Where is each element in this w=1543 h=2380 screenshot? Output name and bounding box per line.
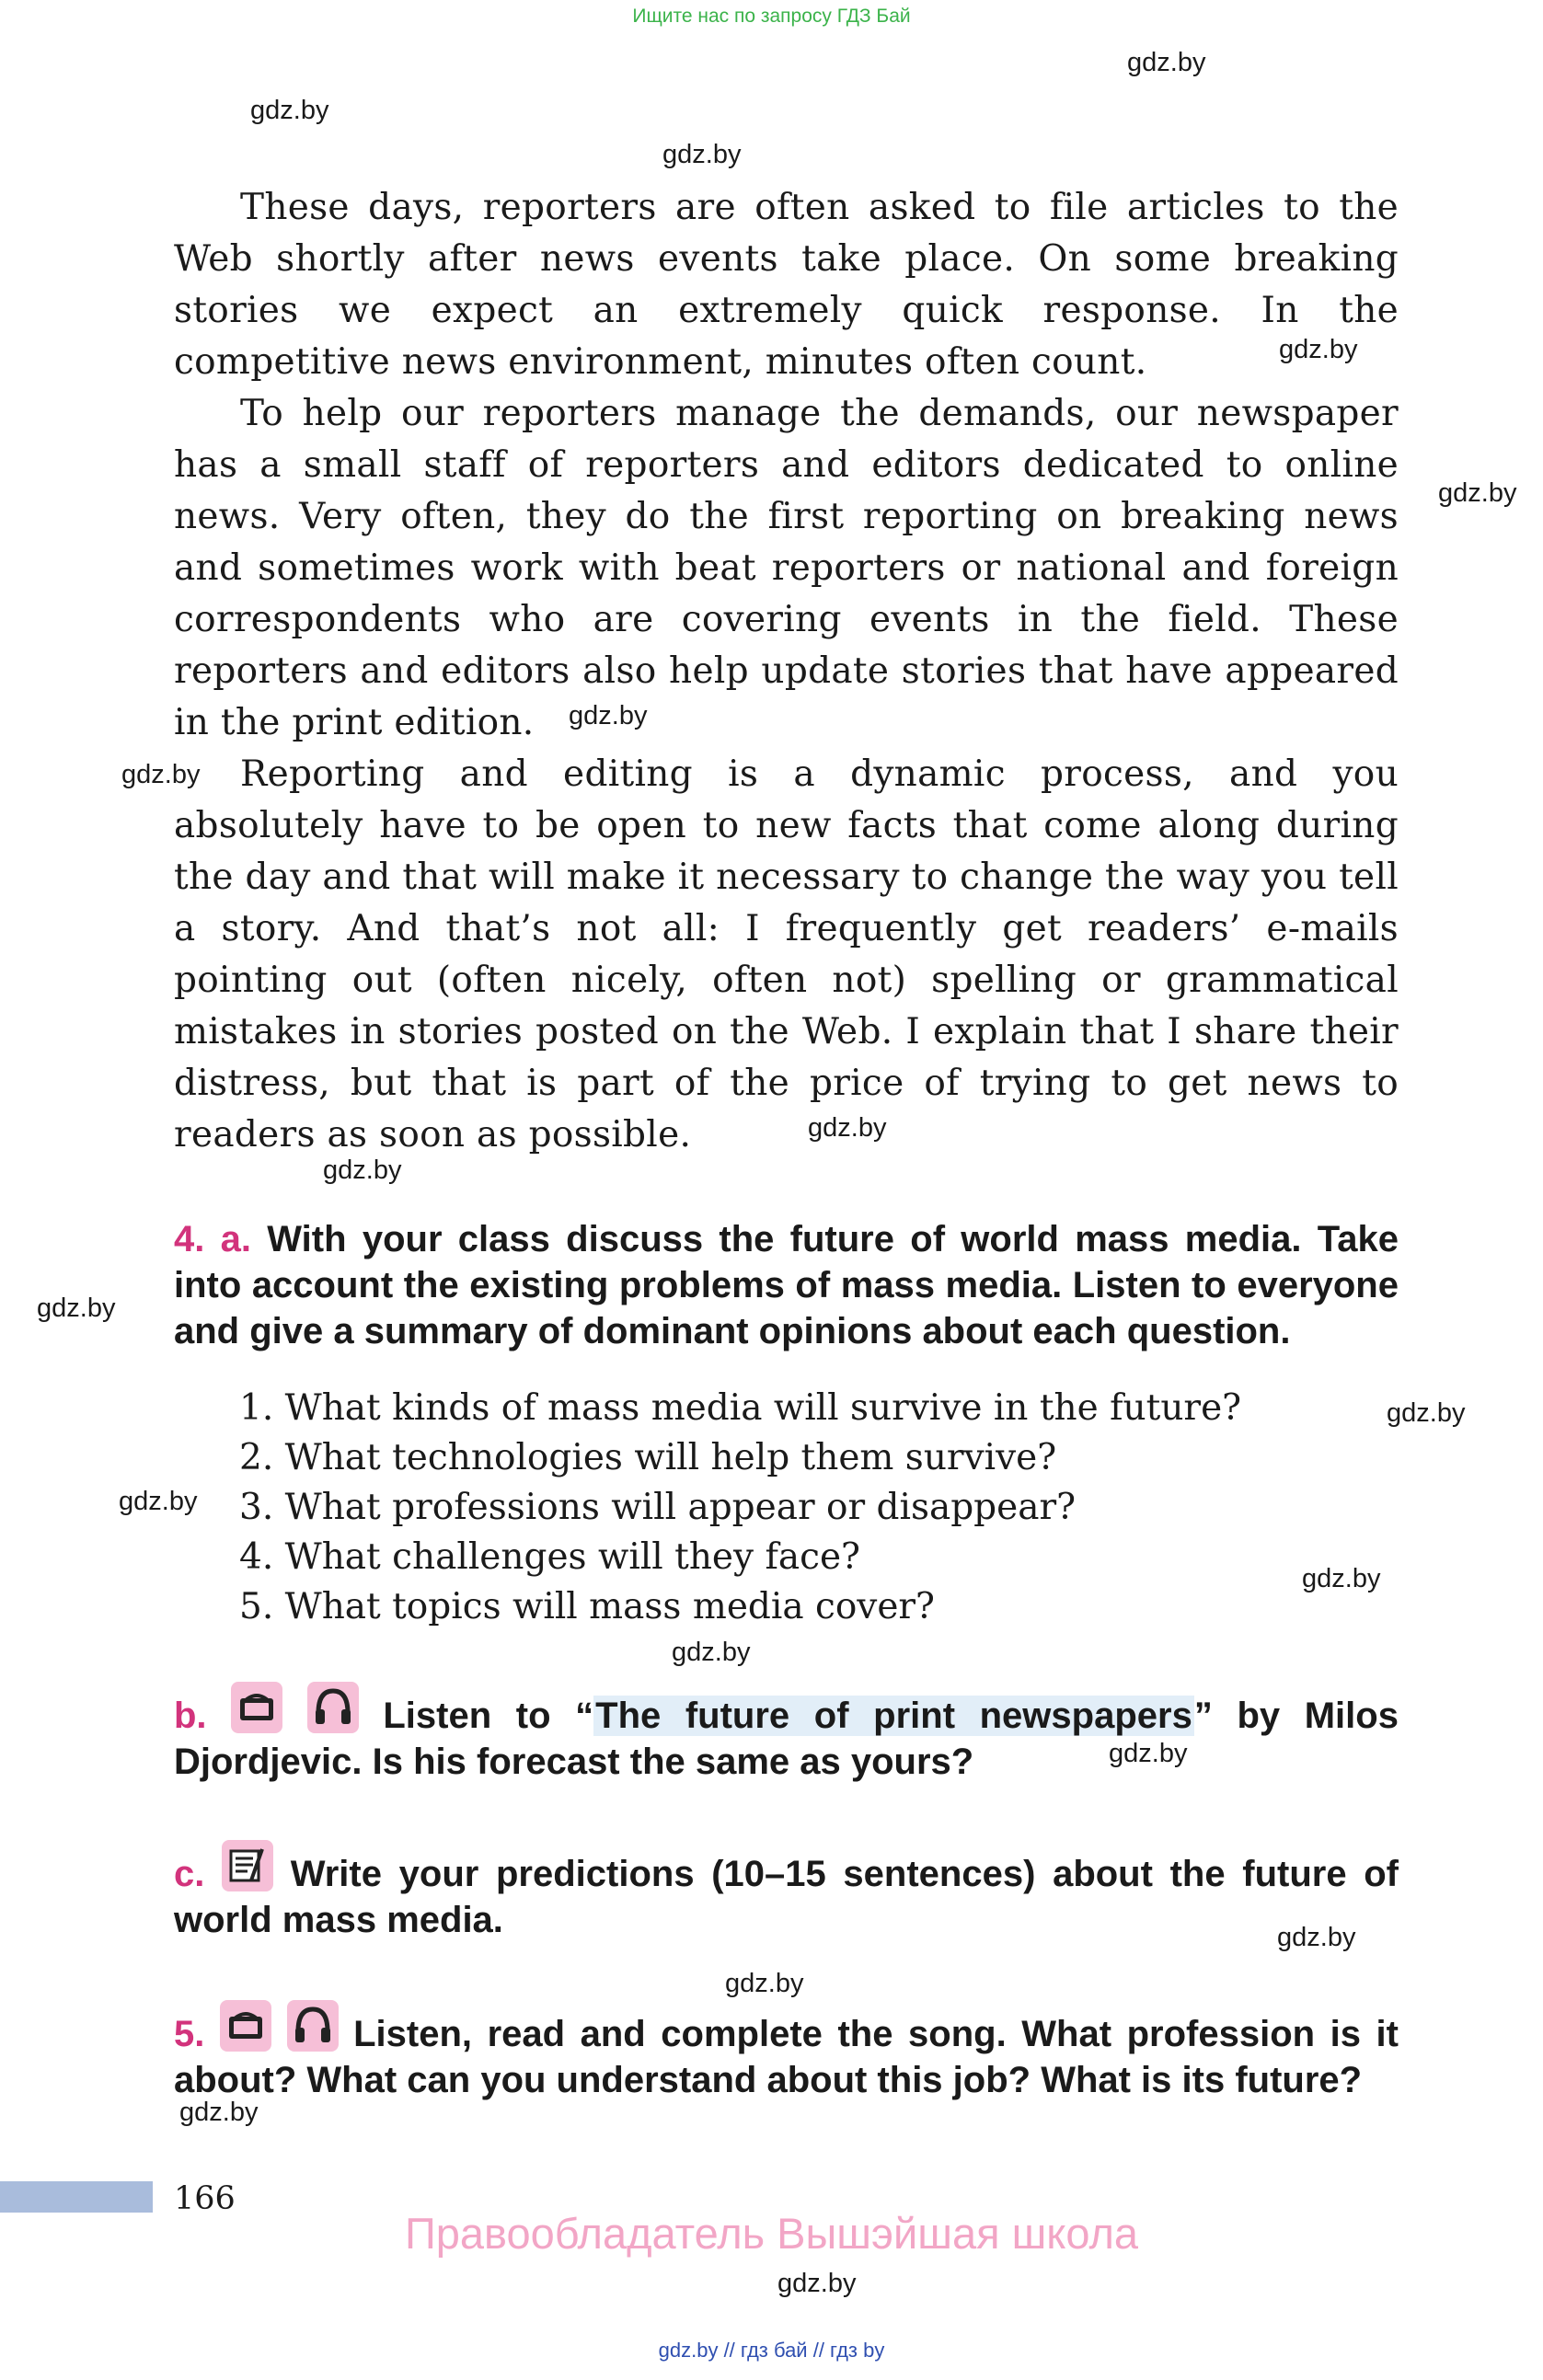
watermark: gdz.by [1109,1739,1188,1768]
watermark: gdz.by [569,701,648,730]
watermark: gdz.by [808,1113,887,1143]
computer-audio-icon [231,1682,282,1733]
watermark: gdz.by [1387,1398,1466,1428]
watermark: gdz.by [1438,478,1517,508]
watermark: gdz.by [662,140,742,169]
task-letter: c. [174,1854,205,1894]
top-banner: Ищите нас по запросу ГДЗ Бай [632,6,911,27]
watermark: gdz.by [672,1638,751,1667]
page-number: 166 [174,2180,236,2217]
list-item: 4. What challenges will they face? [239,1536,860,1578]
question-list [239,1384,1380,1632]
writing-icon [222,1840,273,1891]
task-letter: a. [220,1219,251,1259]
reading-text [174,182,1399,1161]
task-4b [174,1682,1399,1785]
watermark: gdz.by [1279,335,1358,364]
task-number: 5. [174,2014,205,2054]
highlighted-title: The future of print newspapers [595,1696,1192,1736]
watermark: gdz.by [250,96,329,125]
watermark: gdz.by [37,1293,116,1323]
list-item: 3. What professions will appear or disappear? [239,1487,1077,1528]
task-4c [174,1840,1399,1943]
watermark: gdz.by [1277,1923,1356,1952]
watermark: gdz.by [777,2269,857,2298]
watermark: gdz.by [1127,48,1206,77]
task-text-before: Listen to “ [383,1696,594,1736]
task-number: 4. [174,1219,205,1259]
computer-audio-icon [220,2000,271,2052]
list-item: 1. What kinds of mass media will survive in the future? [239,1387,1242,1429]
task-instruction: Write your predictions (10–15 sentences) about the future of world mass media. [174,1854,1399,1940]
paragraph: To help our reporters manage the demands, our newspaper has a small staff of reporters and editors dedicated to online news. Very often, they do the first reporting on breaking news and sometimes work with beat reporters or national and foreign correspondents who are covering events in the field. These reporters and editors also help update stories that have appeared in the print edition. [174,393,1399,743]
list-item: 5. What topics will mass media cover? [239,1586,935,1627]
headphones-icon [287,2000,339,2052]
watermark: gdz.by [121,760,201,789]
copyright-notice: Правообладатель Вышэйшая школа [404,2209,1139,2258]
watermark: gdz.by [119,1487,198,1516]
watermark: gdz.by [179,2098,259,2127]
task-text-after: ” by Milos Djordjevic. Is his forecast the same as yours? [174,1696,1399,1782]
list-item: 2. What technologies will help them survive? [239,1437,1057,1478]
task-4a [174,1216,1399,1354]
footer-links[interactable]: gdz.by // гдз бай // гдз by [658,2339,885,2362]
watermark: gdz.by [725,1969,804,1998]
task-5 [174,2000,1399,2103]
task-instruction: With your class discuss the future of world mass media. Take into account the existing problems of mass media. Listen to everyone and give a summary of dominant opinions about each question. [174,1219,1399,1351]
task-instruction: Listen, read and complete the song. What profession is it about? What can you understand about this job? What is its future? [174,2014,1399,2100]
headphones-icon [307,1682,359,1733]
task-letter: b. [174,1696,207,1736]
paragraph: These days, reporters are often asked to file articles to the Web shortly after news events take place. On some breaking stories we expect an extremely quick response. In the competitive news environment, minutes often count. [174,187,1399,383]
watermark: gdz.by [323,1156,402,1185]
watermark: gdz.by [1302,1564,1381,1593]
paragraph: Reporting and editing is a dynamic process, and you absolutely have to be open to new facts that come along during the day and that will make it necessary to change the way you tell a story. And that’s not all: I frequently get readers’ e-mails pointing out (often nicely, often not) spelling or grammatical mistakes in stories posted on the Web. I explain that I share their distress, but that is part of the price of trying to get news to readers as soon as possible. [174,753,1399,1156]
